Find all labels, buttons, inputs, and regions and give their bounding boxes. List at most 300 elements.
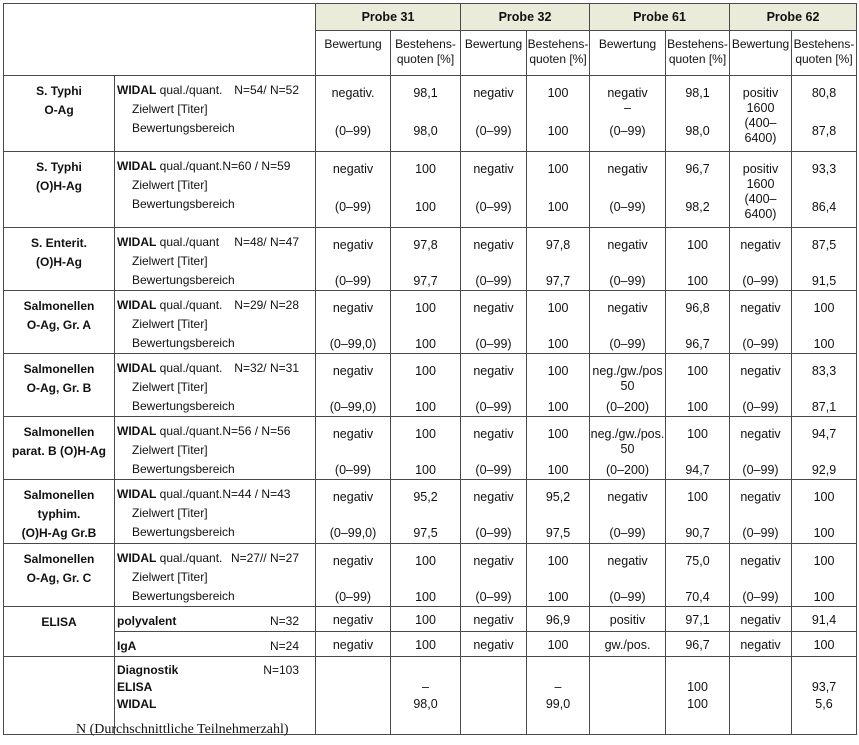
quote-cell — [666, 291, 730, 354]
bewertung-cell — [730, 152, 792, 228]
bewertung-cell — [730, 607, 792, 632]
bewertung-cell — [590, 417, 666, 480]
range-value: (0–99) — [334, 274, 372, 288]
zielwert-value — [461, 569, 526, 584]
range-value: (0–99) — [475, 590, 512, 604]
participant-count — [299, 485, 313, 504]
quote-cell — [666, 76, 730, 152]
range-value: (0–99) — [742, 463, 779, 477]
bewertung-cell — [590, 228, 666, 291]
bewertung-value: negativ — [473, 86, 514, 100]
bewertung-value: negativ — [473, 364, 514, 378]
method-line — [117, 612, 313, 631]
quote-value: 100 — [813, 590, 835, 604]
bewertungsbereich-label: Bewertungsbereich — [132, 525, 235, 539]
bewertung-cell — [461, 76, 527, 152]
parameter-cell — [4, 152, 115, 228]
participant-count: N=103 — [263, 663, 299, 677]
bewertungsbereich-label: Bewertungsbereich — [132, 336, 235, 350]
cell-line: 6400) — [744, 207, 777, 221]
parameter-line: typhim. — [37, 507, 81, 521]
method-detail: qual./quant. — [156, 361, 223, 375]
quote-cell — [527, 354, 590, 417]
quote-cell — [666, 354, 730, 417]
bewertung-value: negativ — [607, 301, 648, 315]
bewertung-value: negativ — [607, 490, 648, 504]
quote-cell — [666, 607, 730, 632]
parameter-line: Salmonellen — [23, 299, 95, 313]
quote-value: 100 — [547, 364, 569, 378]
method-cell — [115, 632, 316, 657]
bewertung-cell — [461, 354, 527, 417]
quote-value: 100 — [547, 200, 569, 214]
zielwert-value — [316, 253, 390, 268]
quote-cell — [792, 632, 857, 657]
parameter-line: O-Ag — [44, 103, 74, 117]
quote-value: 100 — [415, 337, 436, 351]
quote-value: 100 — [547, 124, 569, 138]
bewertung-cell — [316, 632, 391, 657]
bewertung-value: negativ — [740, 638, 781, 652]
widal-label: WIDAL — [117, 697, 157, 711]
corner-cell — [4, 4, 316, 76]
bewertung-value: negativ — [473, 613, 514, 627]
quote-value: 100 — [547, 301, 569, 315]
bewertung-value: negativ — [740, 364, 781, 378]
quote-value: 94,7 — [685, 463, 710, 477]
quote-value: 100 — [415, 554, 436, 568]
participant-count: N=29/ N=28 — [234, 298, 299, 312]
quote-value: 100 — [547, 590, 569, 604]
quote-cell — [792, 480, 857, 544]
quote-cell — [527, 417, 590, 480]
quote-value: 87,1 — [811, 400, 837, 414]
quote-value: 75,0 — [685, 554, 710, 568]
range-value: (0–99) — [609, 274, 646, 288]
table-row — [4, 544, 857, 607]
quote-value: 96,8 — [685, 301, 710, 315]
quote-value: 97,7 — [413, 274, 438, 288]
method-name: WIDAL — [117, 487, 157, 501]
bewertung-cell — [461, 291, 527, 354]
quote-value: 100 — [415, 427, 436, 441]
bewertung-value: neg./gw./pos. — [590, 427, 665, 441]
zielwert-value: – — [624, 101, 631, 115]
quote-value: 97,5 — [413, 526, 438, 540]
participant-count: N=27// N=27 — [230, 551, 299, 565]
range-value: (0–99) — [609, 526, 646, 540]
method-title — [117, 296, 222, 315]
method-detail: qual./quant — [156, 235, 220, 249]
table-row — [4, 417, 857, 480]
quote-cell — [527, 480, 590, 544]
quote-value: 98,1 — [685, 86, 710, 100]
parameter-cell — [4, 291, 115, 354]
quote-value: 100 — [687, 400, 708, 414]
quote-cell — [792, 657, 857, 735]
bewertung-cell — [590, 480, 666, 544]
bewertung-cell — [316, 354, 391, 417]
parameter-line: (O)H-Ag — [36, 255, 82, 269]
bewertung-cell — [590, 607, 666, 632]
quote-cell — [527, 632, 590, 657]
method-line — [117, 157, 313, 176]
participant-count: N=54/ N=52 — [234, 83, 299, 97]
quote-value: 100 — [813, 337, 835, 351]
bewertung-cell — [461, 152, 527, 228]
bewertung-value: negativ — [473, 490, 514, 504]
method-line — [117, 662, 313, 679]
quote-cell — [792, 228, 857, 291]
zielwert-value — [730, 253, 791, 268]
cell-line: positiv — [742, 86, 779, 100]
quote-value: 91,4 — [811, 613, 837, 627]
bewertung-value: negativ — [332, 162, 374, 176]
quote-value: 5,6 — [815, 697, 833, 711]
bewertungsbereich-label: Bewertungsbereich — [132, 399, 235, 413]
range-value: (0–99) — [475, 200, 512, 214]
method-detail: qual./quant.N=60 / N=59 — [156, 159, 291, 173]
quote-value: 93,7 — [811, 680, 837, 694]
bewertung-cell — [316, 607, 391, 632]
bewertung-cell — [316, 152, 391, 228]
parameter-line: Salmonellen — [23, 552, 95, 566]
cell-line: 1600 — [746, 101, 775, 115]
bewertung-cell — [461, 417, 527, 480]
quote-value: 100 — [415, 590, 436, 604]
quote-cell — [792, 354, 857, 417]
col-quote: Bestehens- quoten [%] — [527, 31, 590, 76]
col-quote: Bestehens- quoten [%] — [792, 31, 857, 76]
quote-value: 100 — [415, 301, 436, 315]
zielwert-value — [730, 505, 791, 520]
bewertung-cell — [590, 76, 666, 152]
quote-value — [391, 662, 460, 679]
quote-value: 98,2 — [685, 200, 710, 214]
quote-cell — [527, 228, 590, 291]
quote-value: 86,4 — [811, 200, 837, 214]
method-title — [117, 81, 222, 100]
quote-cell — [391, 354, 461, 417]
zielwert-label: Zielwert [Titer] — [132, 443, 208, 457]
bewertung-value: negativ — [607, 238, 648, 252]
method-detail: qual./quant. — [156, 551, 223, 565]
quote-value: 98,0 — [413, 124, 438, 138]
table-row — [4, 291, 857, 354]
method-cell — [115, 480, 316, 544]
bewertung-cell — [461, 607, 527, 632]
parameter-line: S. Typhi — [36, 84, 82, 98]
zielwert-value — [461, 316, 526, 331]
quote-value: 100 — [547, 162, 569, 176]
zielwert-value — [590, 505, 665, 520]
range-value: (0–99) — [742, 274, 779, 288]
zielwert-label: Zielwert [Titer] — [132, 317, 208, 331]
quote-value: 100 — [547, 638, 569, 652]
bewertung-cell — [316, 228, 391, 291]
range-value: (0–99) — [334, 590, 372, 604]
bewertung-cell — [316, 417, 391, 480]
bewertung-value: negativ — [473, 638, 514, 652]
quote-cell — [391, 544, 461, 607]
quote-cell — [391, 291, 461, 354]
range-value: (0–99) — [609, 337, 646, 351]
table-row — [4, 76, 857, 152]
range-value: (0–99,0) — [329, 400, 377, 414]
quote-cell — [527, 291, 590, 354]
diagnostik-label: Diagnostik — [117, 663, 179, 677]
range-value: (0–99) — [609, 200, 646, 214]
quote-value: 100 — [813, 490, 835, 504]
quote-value: 92,9 — [811, 463, 837, 477]
zielwert-label: Zielwert [Titer] — [132, 102, 208, 116]
zielwert-value — [461, 177, 526, 192]
quote-cell — [391, 657, 461, 735]
quote-value: 100 — [813, 554, 835, 568]
parameter-cell — [4, 544, 115, 607]
probe-header: Probe 32 — [461, 4, 590, 31]
quote-value: 100 — [687, 427, 708, 441]
quote-value: 100 — [547, 427, 569, 441]
table-row — [4, 607, 857, 632]
range-value: (0–99,0) — [329, 337, 377, 351]
bewertung-value: negativ — [607, 162, 648, 176]
bewertung-value: negativ — [332, 490, 374, 504]
zielwert-value — [461, 101, 526, 116]
quote-cell — [527, 607, 590, 632]
quote-value: 100 — [415, 200, 436, 214]
zielwert-label: Zielwert [Titer] — [132, 380, 208, 394]
method-name: WIDAL — [117, 361, 157, 375]
bewertung-cell — [316, 657, 391, 735]
zielwert-value — [730, 379, 791, 394]
method-line — [117, 637, 313, 656]
method-name: WIDAL — [117, 551, 157, 565]
quote-value: 100 — [547, 400, 569, 414]
bewertungsbereich-label: Bewertungsbereich — [132, 121, 235, 135]
col-quote: Bestehens- quoten [%] — [666, 31, 730, 76]
participant-count: N=32 — [269, 614, 299, 628]
bewertung-value: negativ — [740, 427, 781, 441]
method-detail: qual./quant.N=44 / N=43 — [156, 487, 291, 501]
quote-value: 100 — [547, 86, 569, 100]
quote-value: 98,0 — [413, 697, 438, 711]
col-bewertung: Bewertung — [730, 31, 792, 76]
method-cell — [115, 607, 316, 632]
bewertung-value: negativ — [607, 554, 648, 568]
parameter-cell — [4, 417, 115, 480]
range-value: (0–99) — [742, 400, 779, 414]
cell-line: (400– — [744, 116, 777, 130]
parameter-line: S. Typhi — [36, 160, 82, 174]
bewertung-cell — [461, 228, 527, 291]
quote-value: 99,0 — [545, 697, 571, 711]
quote-cell — [666, 152, 730, 228]
quote-cell — [527, 657, 590, 735]
bewertung-cell — [590, 544, 666, 607]
bewertung-value: negativ — [473, 238, 514, 252]
quote-cell — [391, 480, 461, 544]
bewertung-cell — [730, 632, 792, 657]
quote-cell — [792, 76, 857, 152]
quote-value: 97,1 — [685, 613, 710, 627]
probe-header: Probe 62 — [730, 4, 857, 31]
table-row — [4, 152, 857, 228]
bewertung-cell — [316, 76, 391, 152]
method-name: WIDAL — [117, 235, 157, 249]
quote-value: 100 — [415, 400, 436, 414]
method-cell — [115, 291, 316, 354]
range-value: (0–99) — [609, 124, 646, 138]
zielwert-label: Zielwert [Titer] — [132, 178, 208, 192]
parameter-cell — [4, 228, 115, 291]
cell-line: 6400) — [744, 131, 777, 145]
quote-value: 100 — [687, 680, 708, 694]
range-value: (0–99) — [475, 400, 512, 414]
quote-value: 97,7 — [545, 274, 571, 288]
quote-value: 96,7 — [685, 162, 710, 176]
method-cell — [115, 152, 316, 228]
parameter-line: O-Ag, Gr. A — [26, 318, 92, 332]
method-detail: qual./quant.N=56 / N=56 — [156, 424, 291, 438]
bewertung-cell — [730, 291, 792, 354]
method-detail: qual./quant. — [156, 298, 223, 312]
bewertung-cell — [461, 544, 527, 607]
quote-value: 100 — [547, 554, 569, 568]
table-row — [4, 480, 857, 544]
quote-value: 95,2 — [545, 490, 571, 504]
zielwert-value — [730, 569, 791, 584]
quote-value: – — [422, 680, 429, 694]
bewertung-cell — [730, 228, 792, 291]
zielwert-value — [316, 316, 390, 331]
method-title — [117, 422, 290, 441]
bewertung-value: negativ — [740, 613, 781, 627]
bewertungsbereich-label: Bewertungsbereich — [132, 273, 235, 287]
bewertung-cell — [316, 480, 391, 544]
bewertung-value: negativ — [332, 638, 374, 652]
quote-cell — [666, 657, 730, 735]
parameter-cell — [4, 76, 115, 152]
bewertung-cell — [730, 417, 792, 480]
method-name: WIDAL — [117, 424, 157, 438]
range-value: (0–99) — [475, 337, 512, 351]
quote-cell — [792, 544, 857, 607]
quote-value: – — [554, 680, 562, 694]
zielwert-value: 50 — [620, 379, 635, 393]
zielwert-value — [316, 442, 390, 457]
bewertung-cell — [461, 657, 527, 735]
quote-cell — [666, 480, 730, 544]
bewertung-cell — [730, 544, 792, 607]
range-value: (0–99) — [334, 463, 372, 477]
quote-cell — [391, 228, 461, 291]
quote-cell — [391, 76, 461, 152]
quote-value: 100 — [415, 463, 436, 477]
quote-value: 100 — [687, 238, 708, 252]
quote-cell — [792, 291, 857, 354]
method-detail: qual./quant. — [156, 83, 223, 97]
method-title — [117, 485, 290, 504]
method-name: WIDAL — [117, 83, 157, 97]
table-row — [4, 632, 857, 657]
bewertung-value: negativ — [332, 554, 374, 568]
quote-value: 70,4 — [685, 590, 710, 604]
parameter-cell — [4, 354, 115, 417]
zielwert-value — [461, 505, 526, 520]
method-line — [117, 422, 313, 441]
method-name: polyvalent — [117, 614, 177, 628]
method-title — [117, 233, 219, 252]
quote-cell — [391, 417, 461, 480]
bewertungsbereich-label: Bewertungsbereich — [132, 462, 235, 476]
quote-value: 100 — [687, 364, 708, 378]
zielwert-value — [590, 253, 665, 268]
method-line — [117, 485, 313, 504]
range-value: (0–99) — [742, 590, 779, 604]
cell-line: 1600 — [746, 177, 775, 191]
bewertung-cell — [730, 480, 792, 544]
zielwert-value — [316, 569, 390, 584]
bewertung-value: negativ — [473, 554, 514, 568]
zielwert-value — [316, 177, 390, 192]
zielwert-value: 50 — [620, 442, 635, 456]
quote-value: 96,7 — [685, 337, 710, 351]
quote-cell — [391, 152, 461, 228]
zielwert-value — [590, 177, 665, 192]
participant-count — [299, 422, 313, 441]
range-value: (0–99) — [742, 337, 779, 351]
col-quote: Bestehens- quoten [%] — [391, 31, 461, 76]
method-line — [117, 233, 313, 252]
range-value: (0–99) — [475, 274, 512, 288]
bewertung-cell — [730, 657, 792, 735]
bewertung-value: negativ — [473, 162, 514, 176]
quote-cell — [792, 152, 857, 228]
quote-value: 100 — [415, 364, 436, 378]
quote-value: 94,7 — [811, 427, 837, 441]
bewertung-value: positiv — [609, 613, 646, 627]
quote-value: 100 — [813, 301, 835, 315]
bewertung-value: negativ — [473, 301, 514, 315]
quote-value: 100 — [687, 274, 708, 288]
bewertung-cell — [461, 480, 527, 544]
bewertung-value: negativ — [332, 238, 374, 252]
range-value: (0–200) — [605, 463, 650, 477]
bewertungsbereich-label: Bewertungsbereich — [132, 589, 235, 603]
quote-value: 100 — [547, 337, 569, 351]
bewertung-value: negativ — [473, 427, 514, 441]
quote-cell — [527, 76, 590, 152]
quote-value: 87,8 — [811, 124, 837, 138]
table-row — [4, 354, 857, 417]
method-title — [117, 359, 222, 378]
bewertung-value: neg./gw./pos — [592, 364, 663, 378]
parameter-line: (O)H-Ag Gr.B — [21, 526, 97, 540]
bewertung-value: negativ — [740, 238, 781, 252]
col-bewertung: Bewertung — [461, 31, 527, 76]
quote-cell — [666, 228, 730, 291]
range-value: (0–99) — [334, 200, 372, 214]
range-value: (0–200) — [605, 400, 650, 414]
quote-value: 100 — [415, 613, 436, 627]
bewertung-value: negativ. — [331, 86, 375, 100]
bewertung-cell — [590, 632, 666, 657]
quote-value: 80,8 — [811, 86, 837, 100]
bewertung-cell — [590, 291, 666, 354]
bewertung-value: negativ — [740, 490, 781, 504]
quote-cell — [666, 632, 730, 657]
